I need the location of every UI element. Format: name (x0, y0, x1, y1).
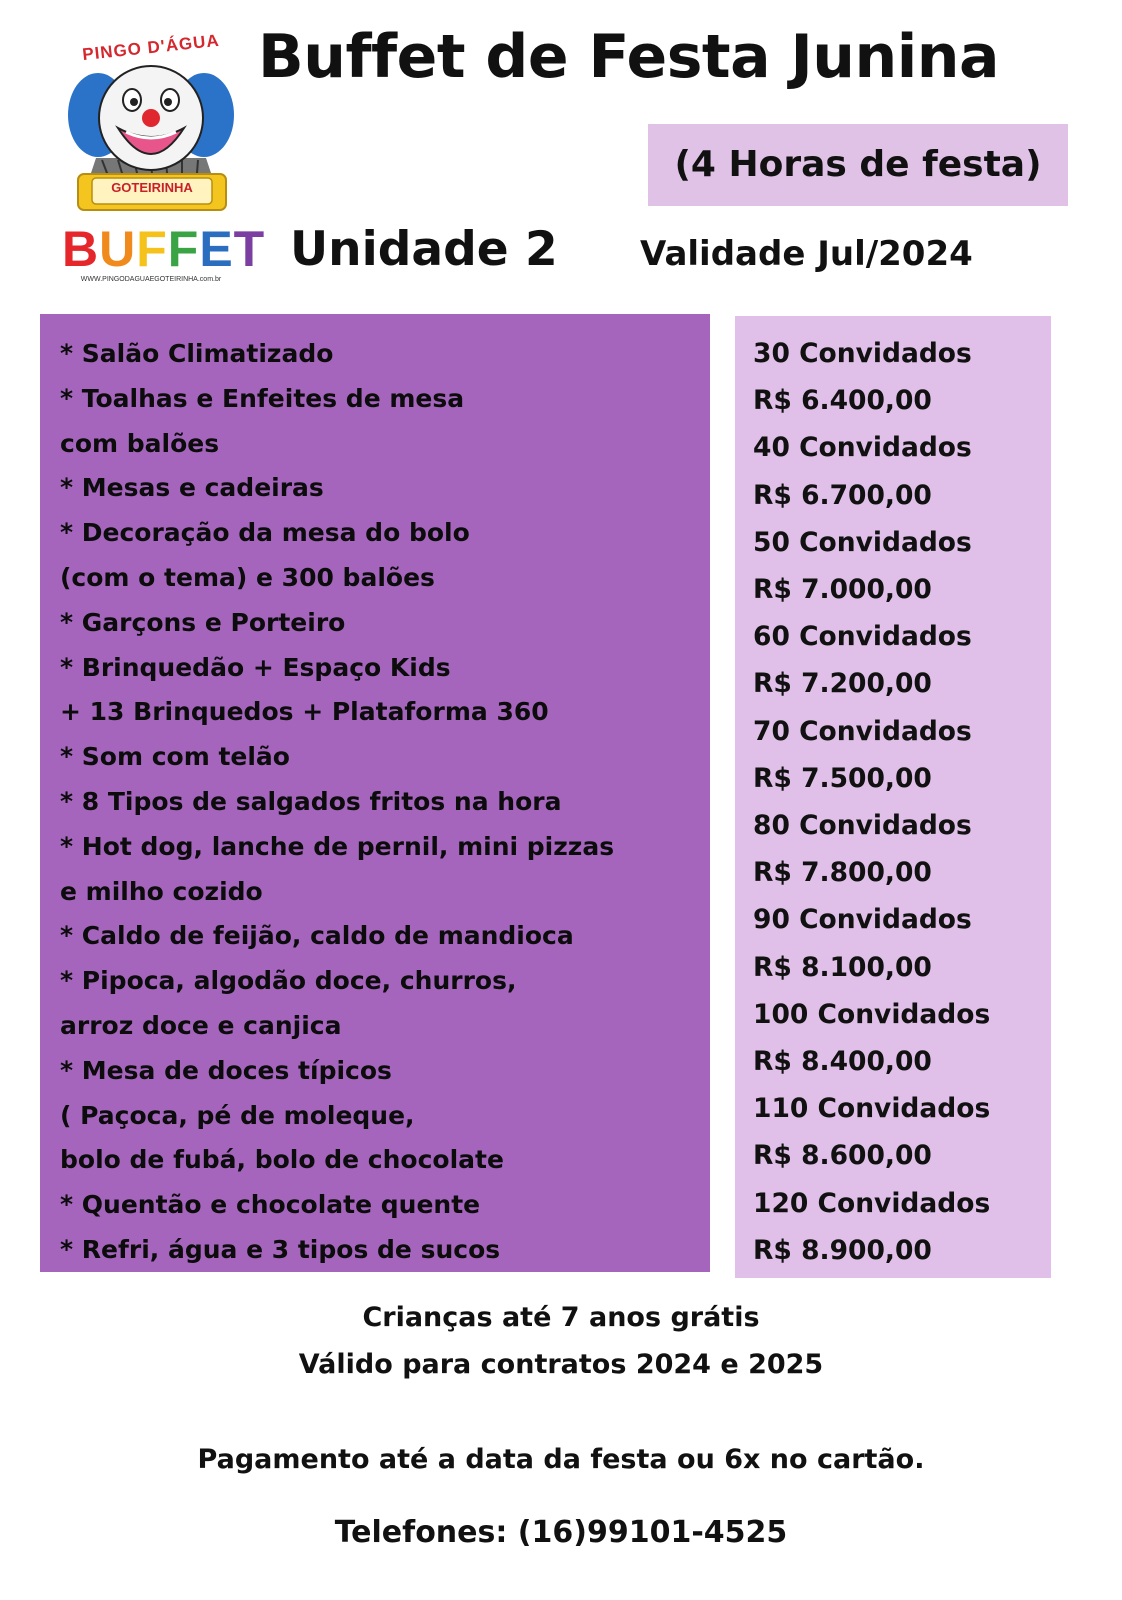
feature-line: * Refri, água e 3 tipos de sucos (60, 1234, 501, 1264)
price-item (753, 330, 1051, 424)
guest-count: 120 Convidados (753, 1187, 991, 1219)
feature-line: e milho cozido (60, 876, 263, 906)
feature-line: (com o tema) e 300 balões (60, 562, 435, 592)
feature-line: * 8 Tipos de salgados fritos na hora (60, 786, 562, 816)
guest-count: 90 Convidados (753, 904, 972, 936)
feature-line: * Som com telão (60, 742, 290, 772)
logo-letter: F (136, 221, 168, 277)
price-value: R$ 7.800,00 (753, 857, 932, 889)
features-list (40, 314, 710, 1273)
logo-letter: B (62, 221, 100, 277)
logo-letter: U (99, 221, 137, 277)
buffet-logo (56, 20, 266, 292)
logo-website: WWW.PINGODAGUAEGOTEIRINHA.com.br (80, 276, 222, 283)
guest-count: 30 Convidados (753, 338, 972, 369)
logo-letter: T (233, 221, 266, 277)
guest-count: 40 Convidados (753, 432, 972, 464)
guest-count: 70 Convidados (753, 715, 972, 747)
feature-line: * Decoração da mesa do bolo (60, 518, 470, 548)
price-item (753, 1180, 1051, 1274)
price-item (753, 991, 1051, 1085)
price-value: R$ 6.700,00 (753, 479, 932, 511)
price-value: R$ 8.400,00 (753, 1045, 932, 1077)
price-value: R$ 8.100,00 (753, 951, 932, 983)
feature-line: bolo de fubá, bolo de chocolate (60, 1145, 504, 1175)
price-item (753, 519, 1051, 613)
price-item (753, 708, 1051, 802)
price-item (753, 802, 1051, 896)
guest-count: 50 Convidados (753, 526, 972, 558)
guest-count: 80 Convidados (753, 809, 972, 841)
price-value: R$ 7.500,00 (753, 762, 932, 794)
logo-letter: F (167, 221, 200, 277)
unit-label: Unidade 2 (290, 222, 558, 277)
price-item (753, 424, 1051, 518)
price-value: R$ 7.200,00 (753, 668, 932, 700)
feature-line: * Brinquedão + Espaço Kids (60, 652, 451, 682)
feature-line: + 13 Brinquedos + Plataforma 360 (60, 697, 549, 727)
price-list (735, 316, 1051, 1274)
guest-count: 110 Convidados (753, 1093, 991, 1125)
feature-line: com balões (60, 428, 220, 458)
price-value: R$ 6.400,00 (753, 385, 932, 417)
feature-line: arroz doce e canjica (60, 1010, 342, 1040)
feature-line: * Salão Climatizado (60, 339, 334, 368)
feature-line: * Pipoca, algodão doce, churros, (60, 966, 517, 996)
validity-label: Validade Jul/2024 (640, 234, 973, 274)
price-value: R$ 8.600,00 (753, 1140, 932, 1172)
logo-letter: E (199, 221, 234, 277)
contracts-note: Válido para contratos 2024 e 2025 (298, 1349, 824, 1380)
price-item (753, 896, 1051, 990)
feature-line: * Mesa de doces típicos (60, 1055, 392, 1085)
feature-line: * Garçons e Porteiro (60, 607, 346, 637)
price-value: R$ 7.000,00 (753, 573, 932, 605)
logo-brand-text: PINGO D'ÁGUA (81, 30, 221, 65)
feature-line: * Hot dog, lanche de pernil, mini pizzas (60, 831, 615, 861)
guest-count: 100 Convidados (753, 998, 991, 1030)
logo-ribbon-text: GOTEIRINHA (111, 180, 193, 195)
price-value: R$ 8.900,00 (753, 1234, 932, 1266)
feature-line: * Toalhas e Enfeites de mesa (60, 383, 465, 413)
features-panel (40, 314, 710, 1272)
payment-note: Pagamento até a data da festa ou 6x no cartão. (197, 1444, 925, 1475)
price-panel (735, 316, 1051, 1278)
duration-badge (648, 124, 1068, 206)
duration-text: (4 Horas de festa) (674, 144, 1042, 185)
price-item (753, 613, 1051, 707)
feature-line: * Mesas e cadeiras (60, 473, 324, 503)
price-item (753, 1085, 1051, 1179)
phone-number[interactable]: Telefones: (16)99101-4525 (334, 1515, 788, 1550)
feature-line: * Caldo de feijão, caldo de mandioca (60, 921, 574, 951)
feature-line: * Quentão e chocolate quente (60, 1190, 481, 1220)
feature-line: ( Paçoca, pé de moleque, (60, 1100, 415, 1130)
children-note: Crianças até 7 anos grátis (362, 1302, 760, 1333)
guest-count: 60 Convidados (753, 621, 972, 653)
page-title: Buffet de Festa Junina (258, 22, 999, 92)
logo-buffet-word (62, 220, 266, 278)
